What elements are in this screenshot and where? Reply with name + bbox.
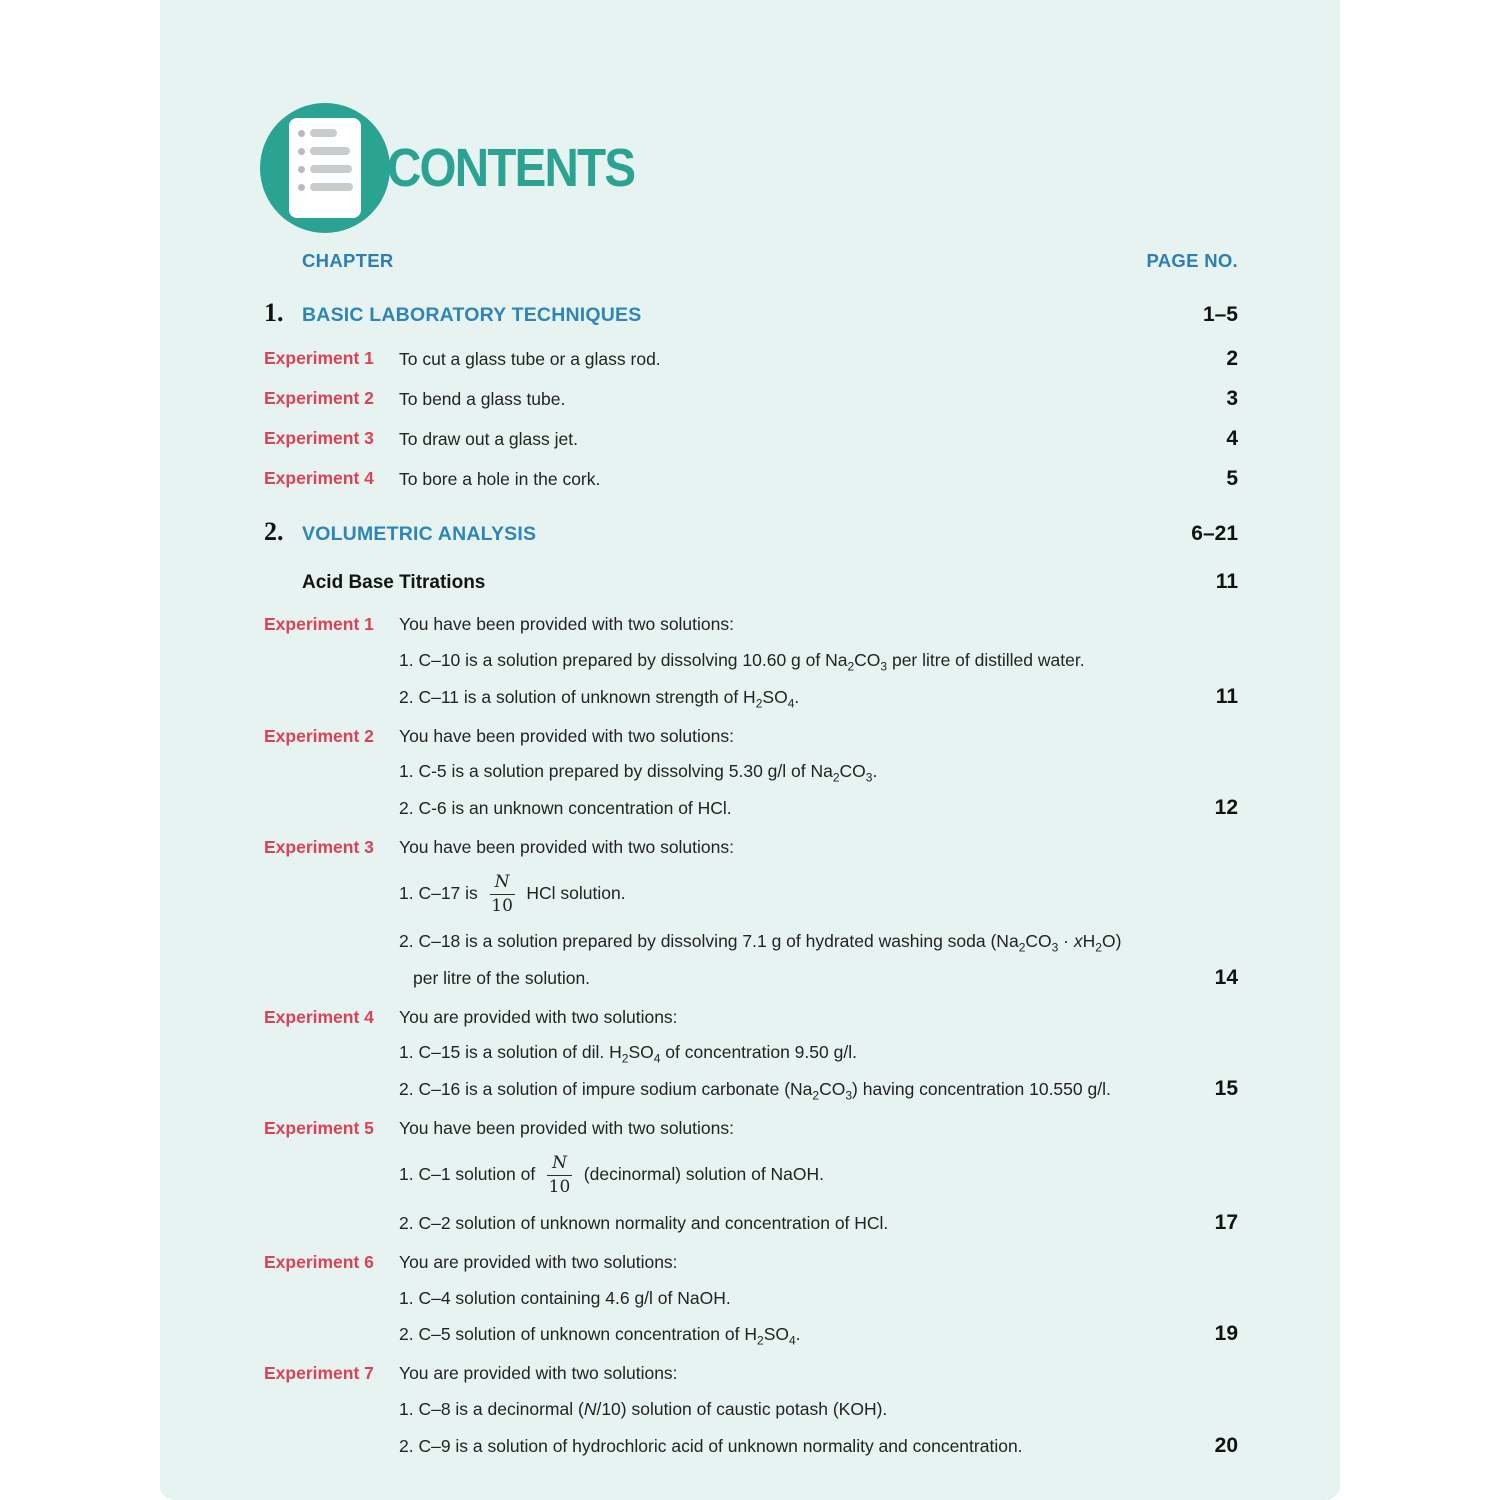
subscript: 4 (787, 696, 795, 710)
chapter-section (264, 517, 1238, 1458)
toc-line (399, 347, 1238, 371)
text-bar (310, 165, 352, 173)
italic-symbol: x (1073, 930, 1083, 951)
line-text: 1. C–8 is a decinormal (N/10) solution of caustic potash (KOH). (399, 1399, 888, 1419)
text-bar (310, 129, 337, 137)
line-text: 2. C–11 is a solution of unknown strength of $H_2SO_4$. (399, 686, 800, 710)
line-page-number: 3 (1226, 387, 1238, 410)
line-page-number: 12 (1214, 796, 1238, 819)
experiment-label: Experiment 7 (264, 1363, 374, 1384)
experiment-description (399, 427, 1238, 451)
toc-line (399, 796, 1238, 820)
contents-header (260, 103, 1340, 233)
page-column-header: PAGE NO. (1146, 250, 1238, 271)
subscript: 2 (755, 696, 763, 710)
toc-line (399, 930, 1238, 953)
line-text: To bore a hole in the cork. (399, 469, 601, 489)
columns-header (264, 250, 1238, 272)
toc-line (399, 1287, 1238, 1310)
list-line (298, 183, 353, 191)
bullet-dot (298, 148, 305, 155)
line-text: 2. C–9 is a solution of hydrochloric acid of unknown normality and concentration. (399, 1435, 1023, 1456)
toc-line (399, 427, 1238, 451)
experiment-label: Experiment 5 (264, 1118, 374, 1138)
subscript: 4 (653, 1051, 661, 1066)
experiment-label: Experiment 4 (264, 1006, 374, 1027)
subscript: 3 (865, 770, 873, 785)
subscript: 2 (832, 770, 840, 785)
line-page-number: 4 (1226, 427, 1238, 450)
toc-line (399, 1006, 1238, 1029)
toc-line (399, 685, 1238, 709)
toc-line (399, 1041, 1238, 1064)
subheading-page-number: 11 (1215, 570, 1238, 593)
line-page-number: 19 (1214, 1322, 1238, 1346)
contents-page (160, 0, 1340, 1500)
experiment-description (399, 387, 1238, 411)
toc-line (399, 387, 1238, 411)
document-list-icon (260, 103, 390, 233)
experiment-item (264, 1362, 1238, 1458)
bullet-dot (298, 166, 305, 173)
chapter-title: VOLUMETRIC ANALYSIS (302, 523, 537, 545)
experiment-label: Experiment 4 (264, 468, 374, 488)
fraction-numerator: N (490, 874, 515, 895)
line-page-number: 20 (1214, 1433, 1238, 1457)
fraction (547, 1152, 572, 1197)
subscript: 3 (1051, 940, 1059, 955)
experiment-description (399, 467, 1238, 491)
toc-line (399, 613, 1238, 636)
line-text: To cut a glass tube or a glass rod. (399, 349, 661, 369)
experiment-description (399, 1117, 1238, 1235)
line-text: 2. C–2 solution of unknown normality and concentration of HCl. (399, 1212, 889, 1233)
text-bar (310, 147, 350, 155)
line-text: 2. C-6 is an unknown concentration of HCl. (399, 798, 732, 818)
line-text: You have been provided with two solutions: (399, 614, 734, 634)
subscript: 2 (1018, 940, 1026, 955)
experiment-description (399, 1006, 1238, 1102)
line-text: You have been provided with two solutions: (399, 725, 734, 746)
toc-line (399, 1153, 1238, 1198)
italic-symbol: N (583, 1399, 597, 1419)
experiment-item (264, 467, 1238, 491)
chapter-page-range: 1–5 (1202, 303, 1238, 326)
subscript: 2 (1095, 940, 1102, 955)
toc-line (399, 1211, 1238, 1235)
subscript: 2 (757, 1333, 764, 1348)
toc-line (399, 1117, 1238, 1140)
experiment-description (399, 836, 1238, 990)
toc-line (399, 966, 1238, 990)
fraction-numerator: N (547, 1155, 572, 1176)
document-sheet (289, 118, 361, 218)
line-text: per litre of the solution. (413, 967, 591, 988)
subscript: 3 (880, 659, 888, 674)
line-text: 1. C–1 solution of $\frac{N}{10}$ (decinormal) solution of NaOH. (399, 1152, 825, 1197)
toc-content (160, 250, 1340, 1458)
experiment-label: Experiment 3 (264, 837, 374, 857)
line-page-number: 15 (1214, 1077, 1238, 1100)
chapter-title: BASIC LABORATORY TECHNIQUES (302, 304, 642, 326)
experiment-description (399, 1251, 1238, 1347)
line-text: 2. C–16 is a solution of impure sodium carbonate $(Na_2CO_3)$ having concentration 10.550 g/l. (399, 1079, 1111, 1103)
toc-list (264, 298, 1238, 1458)
toc-line (399, 1434, 1238, 1458)
experiment-description (399, 347, 1238, 371)
bullet-dot (298, 184, 305, 191)
toc-line (399, 836, 1238, 859)
experiment-list (264, 613, 1238, 1458)
subscript: 3 (845, 1088, 853, 1103)
subscript: 2 (812, 1088, 820, 1103)
experiment-description (399, 1362, 1238, 1458)
bullet-dot (298, 130, 305, 137)
experiment-item (264, 725, 1238, 821)
experiment-label: Experiment 6 (264, 1251, 374, 1272)
chapter-row (264, 298, 1238, 328)
toc-line (399, 760, 1238, 783)
experiment-label: Experiment 2 (264, 725, 374, 746)
line-text: 1. C–10 is a solution prepared by dissolving 10.60 g of $Na_2CO_3$ per litre of distilled water. (399, 649, 1085, 674)
subscript: 2 (847, 659, 855, 674)
section-subheading (264, 570, 1238, 594)
experiment-item (264, 1117, 1238, 1235)
toc-line (399, 649, 1238, 672)
line-text: You are provided with two solutions: (399, 1006, 678, 1027)
line-text: You have been provided with two solutions: (399, 837, 734, 857)
line-text: You are provided with two solutions: (399, 1363, 678, 1384)
subheading-title: Acid Base Titrations (302, 572, 486, 593)
toc-line (399, 1398, 1238, 1421)
line-text: 2. C–5 solution of unknown concentration of $H_2SO_4$. (399, 1324, 801, 1348)
fraction (490, 871, 515, 916)
experiment-item (264, 427, 1238, 451)
chapter-section (264, 298, 1238, 491)
fraction-denominator: 10 (491, 895, 513, 916)
experiment-label: Experiment 2 (264, 388, 374, 408)
toc-line (399, 1251, 1238, 1274)
chapter-page-range: 6–21 (1191, 522, 1238, 545)
line-text: 1. C-5 is a solution prepared by dissolving 5.30 g/l of $Na_2CO_3$. (399, 761, 878, 785)
experiment-label: Experiment 1 (264, 348, 374, 368)
line-page-number: 2 (1226, 347, 1238, 370)
page-title: CONTENTS (387, 138, 635, 198)
experiment-item (264, 613, 1238, 709)
line-page-number: 11 (1215, 684, 1238, 708)
toc-line (399, 725, 1238, 748)
list-line (298, 147, 353, 155)
line-text: 1. C–4 solution containing 4.6 g/l of NaOH. (399, 1287, 731, 1308)
experiment-description (399, 613, 1238, 709)
experiment-label: Experiment 3 (264, 428, 374, 448)
chapter-row (264, 517, 1238, 547)
line-page-number: 17 (1214, 1210, 1238, 1234)
toc-line (399, 1077, 1238, 1101)
list-line (298, 129, 353, 137)
experiment-label: Experiment 1 (264, 614, 374, 634)
line-text: 1. C–15 is a solution of dil. $H_2SO_4$ of concentration 9.50 g/l. (399, 1042, 857, 1066)
line-text: You are provided with two solutions: (399, 1251, 678, 1272)
fraction-denominator: 10 (548, 1176, 571, 1197)
line-text: To draw out a glass jet. (399, 429, 578, 449)
text-bar (310, 183, 353, 191)
line-page-number: 14 (1214, 965, 1238, 989)
line-text: To bend a glass tube. (399, 389, 566, 409)
toc-line (399, 872, 1238, 917)
experiment-description (399, 725, 1238, 821)
line-text: 2. C–18 is a solution prepared by dissolving 7.1 g of hydrated washing soda $(Na_2CO_3 \cdot xH_2O)$ (399, 930, 1122, 955)
experiment-item (264, 1251, 1238, 1347)
toc-line (399, 1322, 1238, 1346)
chapter-column-header: CHAPTER (302, 250, 394, 271)
experiment-list (264, 347, 1238, 491)
line-text: 1. C–17 is $\frac{N}{10}$ HCl solution. (399, 871, 626, 916)
experiment-item (264, 347, 1238, 371)
experiment-item (264, 1006, 1238, 1102)
chapter-number: 1. (264, 298, 284, 327)
line-text: You have been provided with two solutions: (399, 1118, 734, 1138)
toc-line (399, 1362, 1238, 1385)
subscript: 4 (788, 1333, 796, 1348)
line-page-number: 5 (1226, 467, 1238, 490)
toc-line (399, 467, 1238, 491)
chapter-number: 2. (264, 517, 284, 546)
experiment-item (264, 836, 1238, 990)
list-line (298, 165, 353, 173)
experiment-item (264, 387, 1238, 411)
subscript: 2 (621, 1051, 629, 1066)
